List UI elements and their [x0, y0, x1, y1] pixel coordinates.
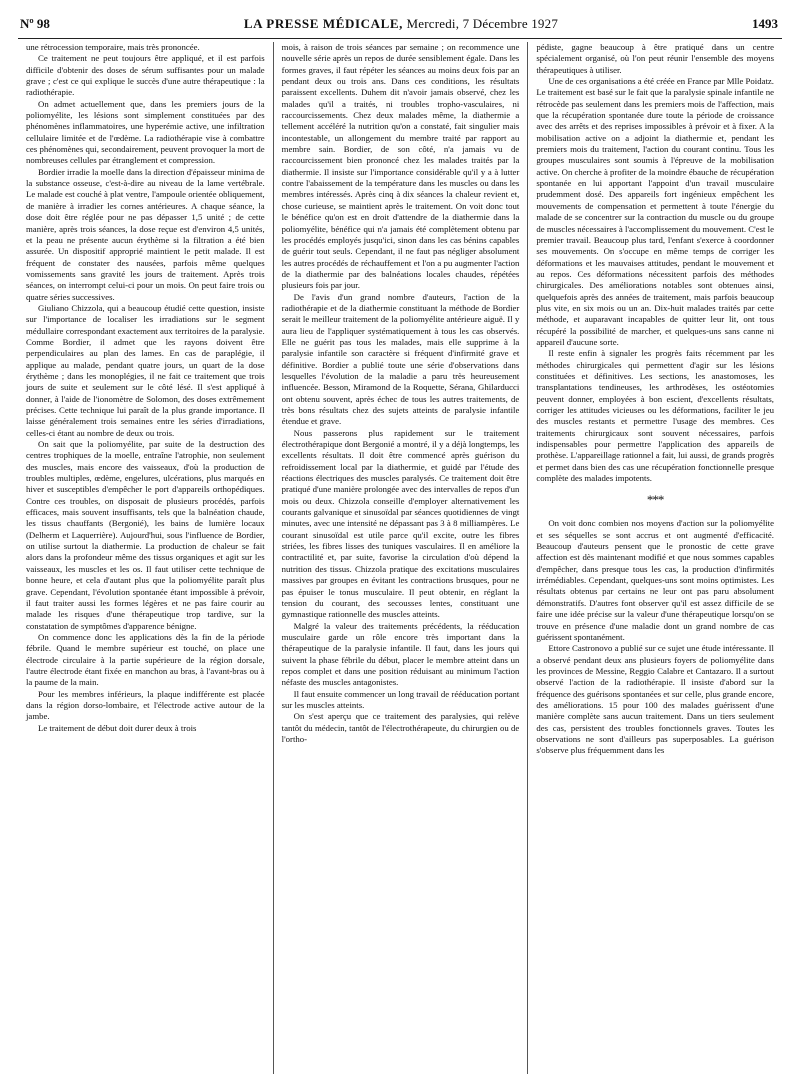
column-3: [527, 42, 782, 1074]
paragraph: Ce traitement ne peut toujours être appliqué, et il est parfois difficile d'obtenir des doses de sérum suffisantes pour un malade grave ; c'est ce qui explique le succès d'une autre thérapeutique : la radiothérapie.: [26, 53, 265, 98]
paragraph: On voit donc combien nos moyens d'action sur la poliomyélite et ses séquelles se sont accrus et ont augmenté d'efficacité. Beaucoup d'auteurs pensent que le pronostic de cette grave affection est dès maintenant modifié et que nous sommes capables d'empêcher, dans presque tous les cas, la production d'infirmités irrémédiables. Cependant, quelques-uns sont moins optimistes. Les résultats obtenus par certains ne leur ont pas paru absolument démonstratifs. D'autres font observer qu'il est assez difficile de se faire une idée précise sur la valeur d'une thérapeutique lorsqu'on se trouve en présence d'une maladie dont un grand nombre de cas guérissent spontanément.: [536, 518, 774, 642]
paragraph: Giuliano Chizzola, qui a beaucoup étudié cette question, insiste sur l'importance de localiser les irradiations sur le segment médullaire correspondant exactement aux territoires de la paralysie. Comme Bordier, il admet que les rayons doivent être perpendiculaires au plan des lames. En cas de paraplégie, il applique au malade, pendant quatre jours, un quart de la dose érythème ; dans les monoplégies, il ne fait ce traitement que trois jours de suite et seulement sur le côté lésé. Il s'est appliqué à donner, à l'aide de l'ionomètre de Solomon, des doses extrêmement précises. Cette technique lui paraît de la plus grande importance. Il laisse généralement trois semaines entre les séries d'irradiations, celles-ci étant au nombre de deux ou trois.: [26, 302, 265, 438]
paragraph: Il reste enfin à signaler les progrès faits récemment par les méthodes chirurgicales qui permettent d'agir sur les lésions constituées et définitives. Les sections, les anastomoses, les transplantations tendineuses, les arthrodèses, les ostéotomies peuvent donner, employées à bon escient, d'excellents résultats, corriger les attitudes vicieuses ou les déformations, faciliter le jeu des muscles restants et permettre l'usage des membres. Ces traitements chirurgicaux sont souvent nécessaires, parfois indispensables pour permettre l'application des appareils de prothèse. L'appareillage rationnel a fait, lui aussi, de grands progrès et permet dans bien des cas une récupération fonctionnelle presque complète des malades impotents.: [536, 348, 774, 484]
section-separator: ***: [646, 492, 664, 508]
journal-title: LA PRESSE MÉDICALE,: [243, 16, 404, 31]
newspaper-page: [18, 16, 782, 1074]
paragraph: De l'avis d'un grand nombre d'auteurs, l'action de la radiothérapie et de la diathermie constituant la méthode de Bordier serait le meilleur traitement de la poliomyélite antérieure aiguë. Il y aura lieu de l'appliquer systématiquement à tous les cas observés. Elle ne guérit pas tous les malades, mais elle supprime à la paralysie infantile son caractère si fréquent d'infirmité grave et définitive. Bordier a publié toute une série d'observations dans lesquelles l'évolution de la maladie a paru très heureusement influencée. Besson, Miramond de la Roquette, Sérana, Ghilarducci ont obtenu souvent, après échec de tous les autres traitements, de très bons résultats chez des sujets atteints de paralysie infantile étendue et grave.: [281, 291, 520, 427]
column-2: [273, 42, 528, 1074]
paragraph: Malgré la valeur des traitements précédents, la rééducation musculaire garde un rôle encore très important dans la thérapeutique de la paralysie infantile. Il faut, dans les jours qui suivent la phase fébrile du début, placer le membre atteint dans un repos complet et dans une position réduisant au minimum l'action néfaste des muscles antagonistes.: [281, 620, 520, 688]
issue-date: Mercredi, 7 Décembre 1927: [406, 16, 559, 31]
paragraph: Ettore Castronovo a publié sur ce sujet une étude intéressante. Il a observé pendant deux ans plusieurs foyers de poliomyélite dans les provinces de Messine, Reggio Calabre et Cantazaro. Il a surtout observé l'action de la radiothérapie. Il insiste d'abord sur la fréquence des guérisons spontanées et sur celle, plus grande encore, des améliorations. 15 pour 100 des malades guérissent d'une manière complète sans aucun traitement. Dans un tiers seulement des cas, persistent des troubles fonctionnels graves. Toutes les observations ne sont d'ailleurs pas superposables. La guérison s'observe plus fréquemment dans les: [536, 643, 774, 756]
paragraph: On s'est aperçu que ce traitement des paralysies, qui relève tantôt du médecin, tantôt de l'électrothérapeute, du chirurgien ou de l'ortho-: [281, 711, 520, 744]
paragraph: Bordier irradie la moelle dans la direction d'épaisseur minima de la substance osseuse, c'est-à-dire au niveau de la lame vertébrale. Le malade est couché à plat ventre, l'ampoule orientée obliquement, de manière à irradier les cornes antérieures. A chaque séance, la dose doit être réglée pour ne pas dépasser 1,5 unité ; de cette manière, après trois séances, la dose reçue est d'environ 4,5 unités, et la peau ne présente aucun érythème si la filtration a été bien assurée. Un dispositif approprié maintient le petit malade. Il est fréquent de constater des nausées, parfois même quelques vomissements sans gravité les jours de traitement. Après trois séances, on interrompt celui-ci pour un mois. On peut faire trois ou quatre séries successives.: [26, 166, 265, 302]
paragraph: Une de ces organisations a été créée en France par Mlle Poidatz. Le traitement est basé sur le fait que la paralysie spinale infantile ne rétrocède pas seulement dans les premiers mois de l'affection, mais que la récupération spontanée dure toute la période de croissance avec des arrêts et des reprises impossibles à prévoir et à fixer. A la mobilisation active on a adjoint la diathermie et, pendant les premiers mois du traitement, l'action du courant continu. Tous les groupes musculaires sont soumis à l'épreuve de la mobilisation active. On cherche à profiter de la moindre ébauche de récupération spontanée en lui apportant l'appoint d'un travail musculaire prudemment dosé. Des appareils fort ingénieux empêchent les mouvements de compensation et permettent à toute l'énergie du malade de se concentrer sur la contraction du muscle ou du groupe de muscles nécessaires à l'accomplissement du mouvement. C'est le premier travail. Beaucoup plus tard, l'enfant s'exerce à coordonner ses mouvements. On s'occupe en même temps de corriger les déformations et les mauvaises attitudes, pendant le mouvement et au repos. Ces déformations nécessitent parfois des méthodes chirurgicales. Des améliorations notables sont obtenues ainsi, quelquefois après des années de traitement, mais parfois beaucoup plus vite, en six mois ou un an. Dix-huit malades traités par cette méthode, et auparavant incapables de quitter leur lit, ont tous récupéré la possibilité de marcher, et quelques-uns sans canne ni appareil d'aucune sorte.: [536, 76, 774, 347]
paragraph: une rétrocession temporaire, mais très prononcée.: [26, 42, 200, 52]
paragraph: mois, à raison de trois séances par semaine ; on recommence une nouvelle série après un repos de durée sensiblement égale. Dans les formes graves, il faut répéter les séances au moins deux fois par an pendant deux ou trois ans. Dans ces conditions, les résultats paraissent excellents. Duhem dit n'avoir jamais observé, chez les malades qu'il a traités, ni troubles tropho-vasculaires, ni raccourcissements. Chez deux malades même, la diathermie a tellement accéléré la nutrition qu'on a constaté, fait singulier mais incontestable, un allongement du membre traité par rapport au membre sain. Bordier, de son côté, n'a jamais vu de raccourcissement bien prononcé chez les malades traités par la diathermie. Il insiste sur l'importance considérable qu'il y a à lutter contre l'abaissement de la température dans les muscles ou dans les membres intéressés. Après cinq à dix séances la chaleur revient et, chose curieuse, se maintient après le traitement. On voit donc tout le bénéfice qu'on est en droit d'attendre de la diathermie dans la poliomyélite, bénéfice qui n'a jamais été complètement obtenu par les procédés employés jusqu'ici, sinon dans les cas bénins capables de guérir tout seuls. Cependant, il ne faut pas négliger absolument les autres procédés de réchauffement et l'on a pu augmenter l'action de la diathermie par des balnéations locales chaudes, répétées plusieurs fois par jour.: [281, 42, 520, 291]
paragraph: On admet actuellement que, dans les premiers jours de la poliomyélite, les lésions sont simplement constituées par des phénomènes inflammatoires, une hyperémie active, une infiltration cellulaire limitée et de l'œdème. La radiothérapie vise à combattre ces phénomènes qui, secondairement, peuvent provoquer la mort de nombreuses cellules par étranglement et compression.: [26, 98, 265, 166]
paragraph: pédiste, gagne beaucoup à être pratiqué dans un centre spécialement organisé, où l'on peut réunir l'ensemble des moyens thérapeutiques à utiliser.: [536, 42, 774, 75]
running-header: [244, 16, 558, 32]
paragraph: Nous passerons plus rapidement sur le traitement électrothérapique dont Bergonié a montré, il y a déjà longtemps, les excellents résultats. Il doit être commencé après guérison du refroidissement local par la diathermie, et guidé par l'étude des réactions électriques des muscles paralysés. Ce traitement doit être pratiqué d'une manière prolongée avec des intervalles de repos d'un mois ou deux. Chizzola conseille d'employer alternativement les courants galvanique et sinusoïdal par séances quotidiennes de vingt minutes, avec une intensité ne dépassant pas 3 à 8 milliampères. Le courant sinusoïdal est utile parce qu'il excite, outre les fibres striées, les fibres lisses des tuniques vasculaires. Il en améliore la contractilité et, par suite, favorise la circulation d'où dépend la nutrition des tissus. Chizzola pratique des excitations musculaires massives par groupes en évitant les contractions brusques, pour ne pas épuiser le tonus musculaire. Il peut obtenir, en réglant la tension du courant, des secousses lentes, constituant une gymnastique rationnelle des muscles atteints.: [281, 427, 520, 620]
paragraph: Pour les membres inférieurs, la plaque indifférente est placée dans la région dorso-lombaire, et l'électrode active autour de la jambe.: [26, 688, 265, 722]
article-columns: [18, 42, 782, 1074]
page-number: 1493: [752, 16, 778, 31]
paragraph: Il faut ensuite commencer un long travail de rééducation portant sur les muscles atteints.: [281, 688, 520, 710]
paragraph: On sait que la poliomyélite, par suite de la destruction des centres trophiques de la moelle, entraîne l'atrophie, non seulement des muscles, mais encore des vaisseaux, d'où la production de troubles multiples, œdème, engelures, ulcérations, plus marqués en hiver et susceptibles d'empêcher le port d'appareils orthopédiques. Contre ces troubles, on disposait de plusieurs procédés, parfois efficaces, mais souvent insuffisants, tels que la balnéation chaude, les tissus chauffants (Bergonié), les bains de lumière locaux (Delherm et Laquerrière). Aujourd'hui, sous l'influence de Bordier, on utilise surtout la diathermie. La production de chaleur se fait alors dans la profondeur même des tissus organiques et agit sur les vaisseaux, les muscles et les os. Il faut utiliser cette technique de bonne heure, et cela d'autant plus que la poliomyélite paraît plus grave. Cependant, l'évolution spontanée étant impossible à prévoir, il faut traiter aussi les formes légères et ne pas faire courir au malade les risques d'une thérapeutique trop tardive, sur la constatation de symptômes d'apparence bénigne.: [26, 439, 265, 631]
paragraph: Le traitement de début doit durer deux à trois: [38, 722, 197, 733]
issue-number: Nº 98: [20, 16, 50, 31]
column-1: [18, 42, 273, 1074]
page-header: [18, 16, 782, 39]
paragraph: On commence donc les applications dès la fin de la période fébrile. Quand le membre supérieur est touché, on place une électrode circulaire à la partie supérieure de la région dorsale, l'autre électrode étant fixée en manchon au bras, à l'avant-bras ou à la paume de la main.: [26, 631, 265, 688]
